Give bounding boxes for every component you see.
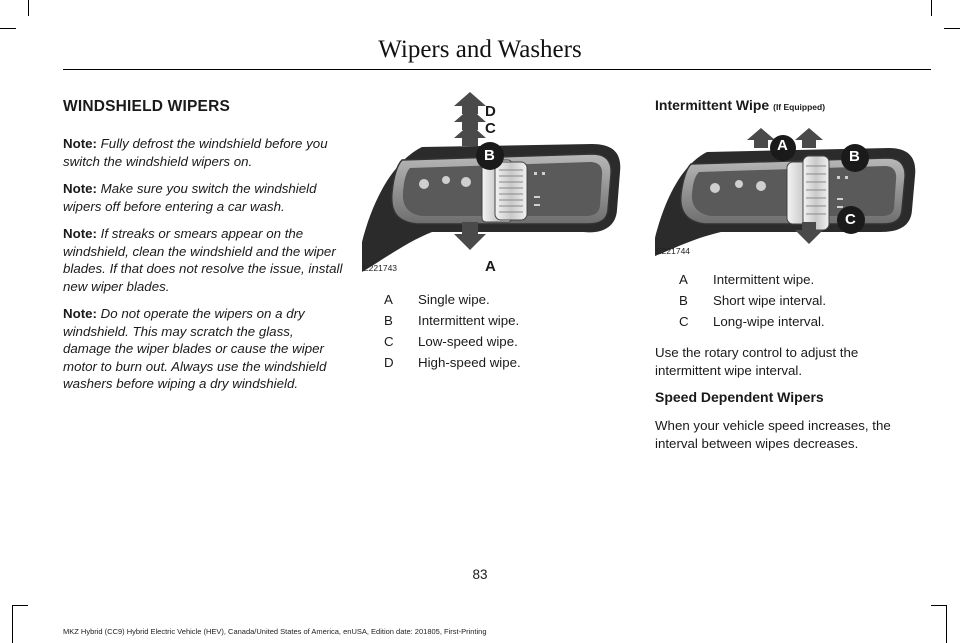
callout-a: A	[485, 258, 496, 275]
notes-column	[63, 135, 343, 403]
note-1: Note: Fully defrost the windshield before you switch the windshield wipers on.	[63, 136, 328, 169]
callout-b: B	[484, 147, 495, 164]
note-2: Note: Make sure you switch the windshield wipers off before entering a car wash.	[63, 181, 317, 214]
footer-text: MKZ Hybrid (CC9) Hybrid Electric Vehicle (HEV), Canada/United States of America, enUSA, Edition date: 201805, First-Printing	[63, 627, 487, 636]
note-4: Note: Do not operate the wipers on a dry windshield. This may scratch the glass, damage the wiper blades or cause the wiper motor to burn out. Always use the windshield washers before wiping a dry windshield.	[63, 306, 327, 391]
crop-mark	[12, 605, 13, 643]
crop-mark	[946, 605, 947, 643]
legend-list: A Intermittent wipe. B Short wipe interval. C Long-wipe interval.	[679, 272, 827, 329]
callout-c: C	[845, 211, 856, 228]
speed-heading: Speed Dependent Wipers	[655, 389, 824, 405]
figure-code: E221744	[656, 246, 691, 256]
crop-mark	[12, 605, 28, 606]
header-rule	[63, 69, 931, 70]
rotary-text: Use the rotary control to adjust the intermittent wipe interval.	[655, 345, 859, 378]
page-number: 83	[472, 567, 488, 582]
crop-mark	[931, 0, 932, 16]
callout-b: B	[849, 148, 860, 165]
crop-mark	[28, 0, 29, 16]
figure-code: E221743	[363, 263, 398, 273]
intermittent-heading: Intermittent Wipe (If Equipped)	[655, 97, 826, 113]
crop-mark	[0, 28, 16, 29]
speed-text: When your vehicle speed increases, the interval between wipes decreases.	[655, 418, 891, 451]
crop-mark	[944, 28, 960, 29]
section-heading: WINDSHIELD WIPERS	[63, 98, 231, 115]
crop-mark	[931, 605, 947, 606]
callout-d: D	[485, 103, 496, 120]
page-title: Wipers and Washers	[378, 36, 582, 63]
callout-a: A	[777, 137, 788, 154]
callout-c: C	[485, 120, 496, 137]
legend-list: A Single wipe. B Intermittent wipe. C Low-speed wipe. D High-speed wipe.	[384, 292, 521, 370]
note-3: Note: If streaks or smears appear on the windshield, clean the windshield and the wiper blades. If that does not resolve the issue, install new wiper blades.	[63, 226, 343, 294]
